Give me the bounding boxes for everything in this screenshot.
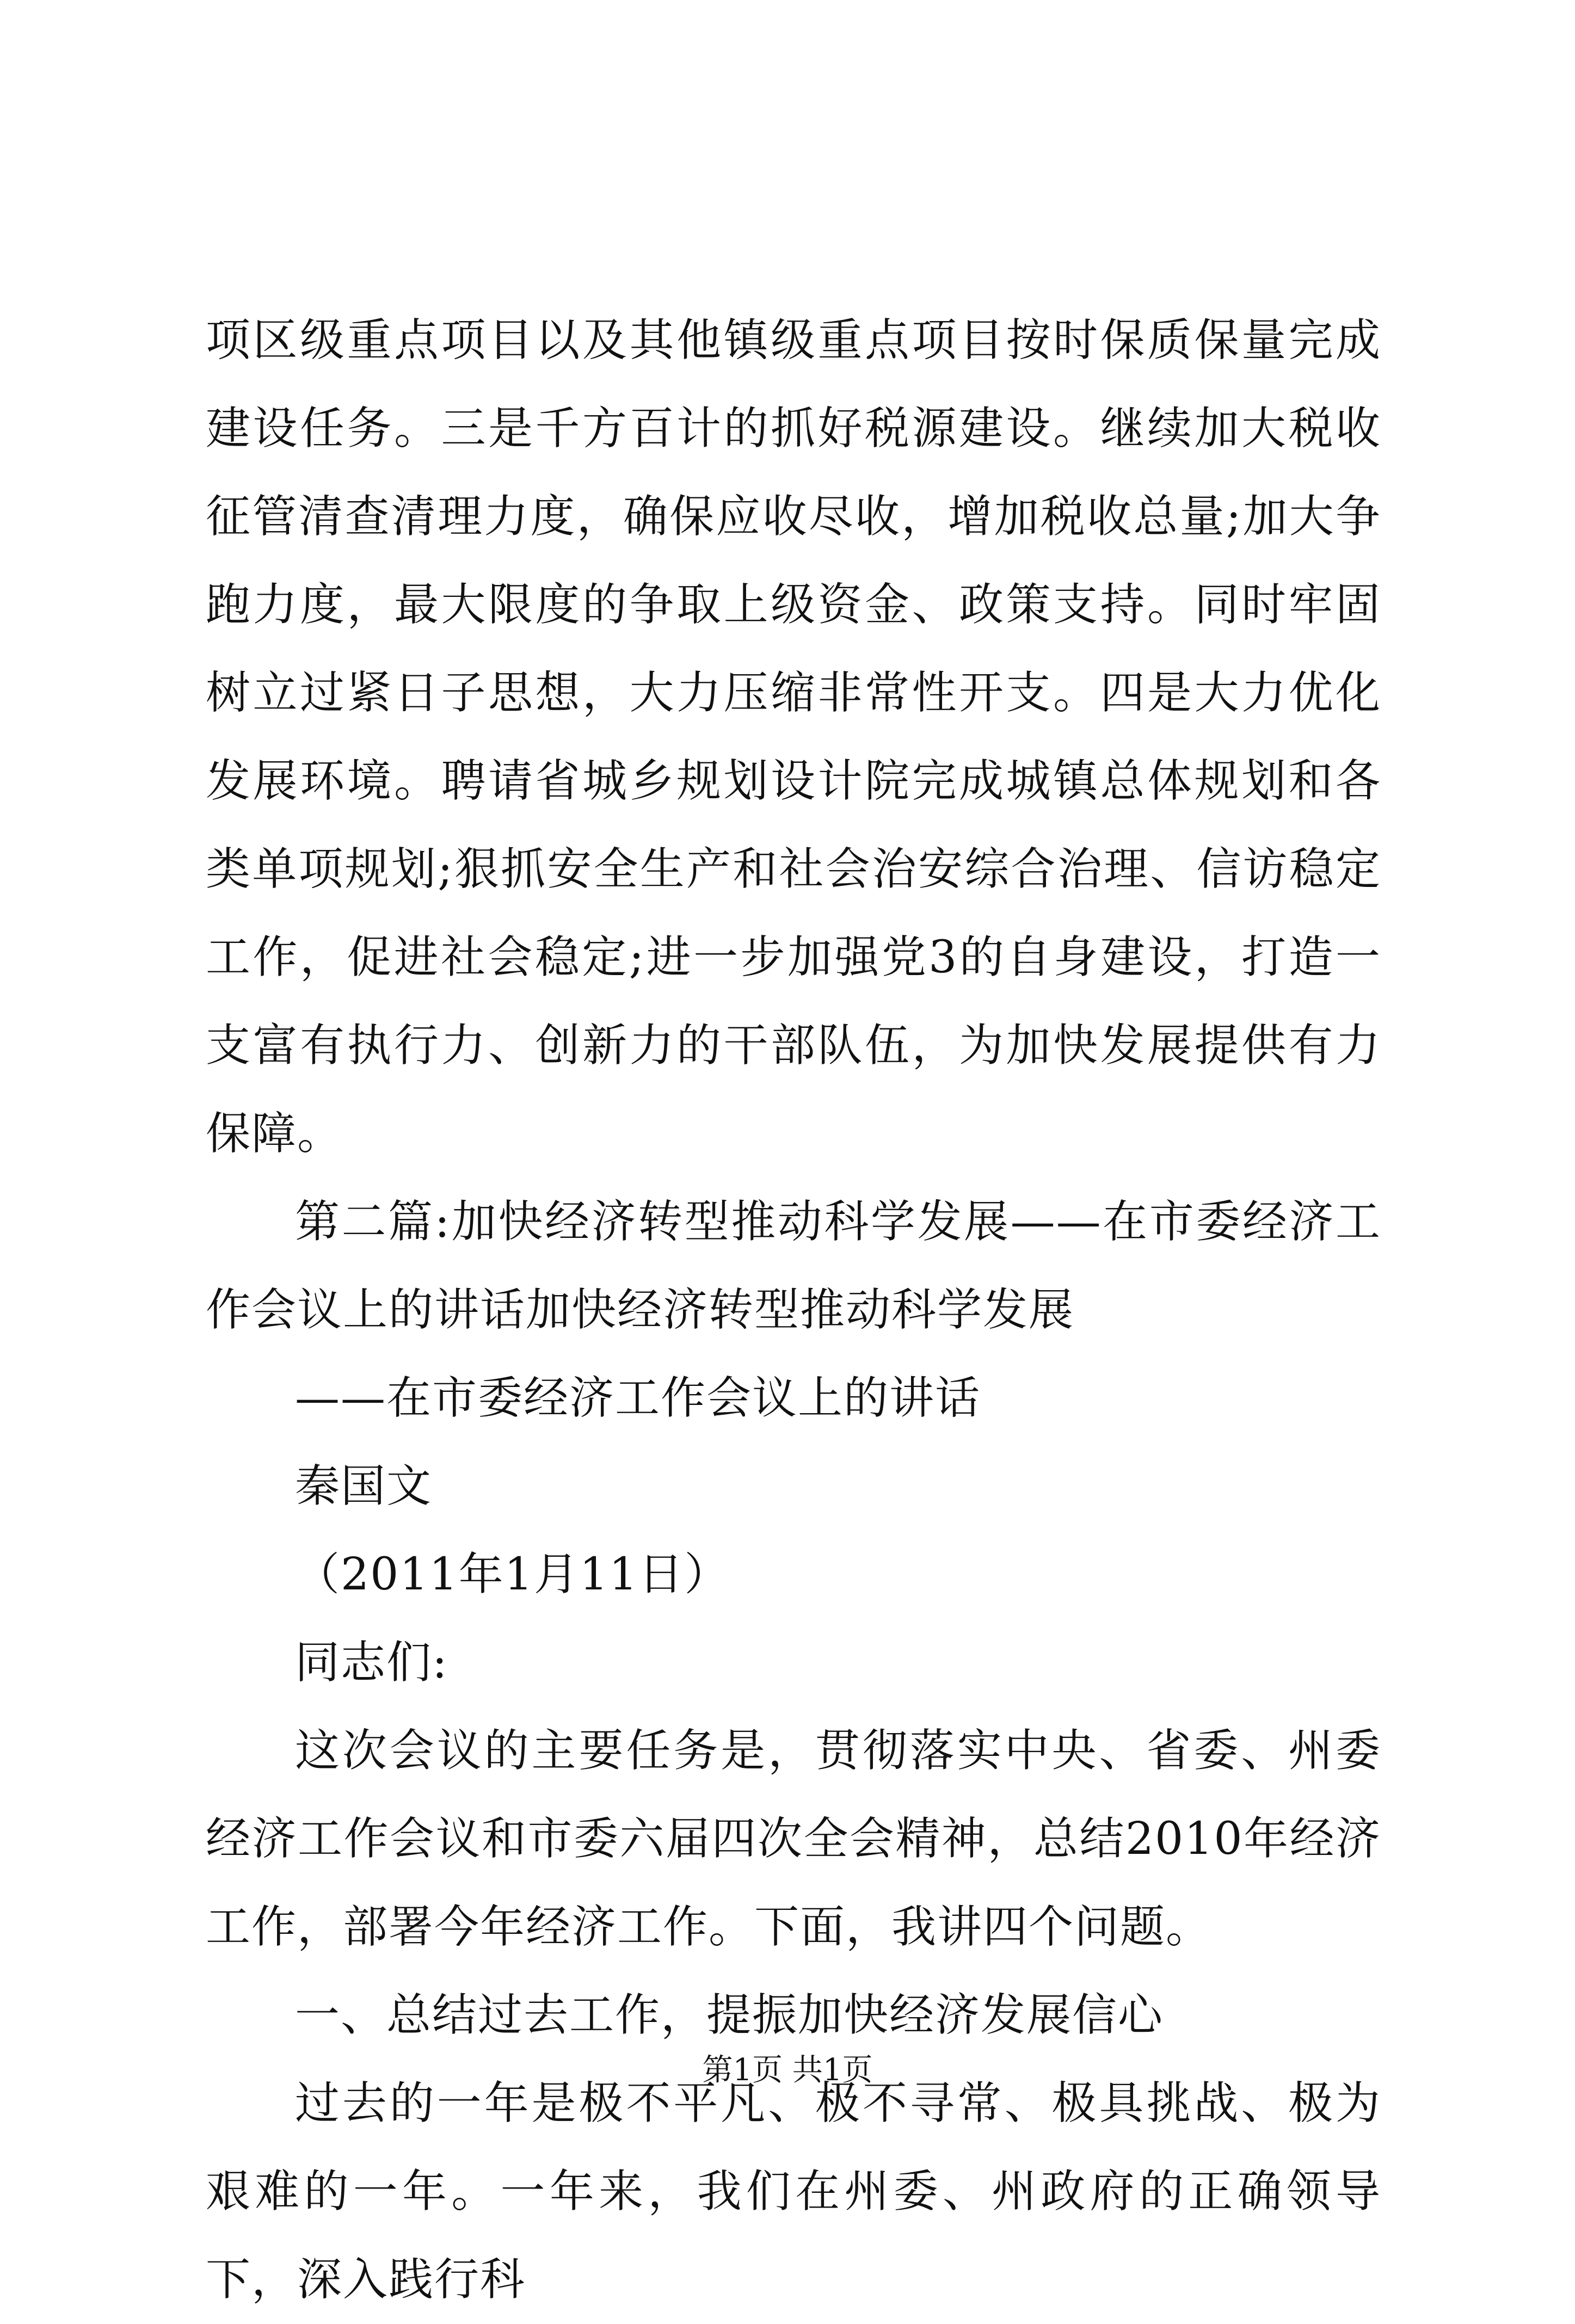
paragraph-section-title: 第二篇:加快经济转型推动科学发展——在市委经济工作会议上的讲话加快经济转型推动科学发展 xyxy=(206,1196,1381,1336)
paragraph-salutation: 同志们: xyxy=(295,1637,448,1688)
paragraph-author: 秦国文 xyxy=(295,1460,433,1512)
paragraph-continuation: 项区级重点项目以及其他镇级重点项目按时保质保量完成建设任务。三是千方百计的抓好税源建设。继续加大税收征管清查清理力度，确保应收尽收，增加税收总量;加大争跑力度，最大限度的争取上级资金、政策支持。同时牢固树立过紧日子思想，大力压缩非常性开支。四是大力优化发展环境。聘请省城乡规划设计院完成城镇总体规划和各类单项规划;狠抓安全生产和社会治安综合治理、信访稳定工作，促进社会稳定;进一步加强党3的自身建设，打造一支富有执行力、创新力的干部队伍，为加快发展提供有力保障。 xyxy=(206,315,1381,1160)
paragraph-date: （2011年1月11日） xyxy=(295,1549,730,1600)
paragraph-subtitle: ——在市委经济工作会议上的讲话 xyxy=(295,1372,981,1424)
paragraph-heading-one: 一、总结过去工作，提振加快经济发展信心 xyxy=(295,1989,1164,2041)
paragraph-past-year: 过去的一年是极不平凡、极不寻常、极具挑战、极为艰难的一年。一年来，我们在州委、州政府的正确领导下，深入践行科 xyxy=(206,2078,1381,2305)
document-body xyxy=(206,297,1381,2324)
page-footer: 第1页 共1页 xyxy=(702,2052,873,2088)
paragraph-meeting-task: 这次会议的主要任务是，贯彻落实中央、省委、州委经济工作会议和市委六届四次全会精神，总结2010年经济工作，部署今年经济工作。下面，我讲四个问题。 xyxy=(206,1725,1381,1953)
